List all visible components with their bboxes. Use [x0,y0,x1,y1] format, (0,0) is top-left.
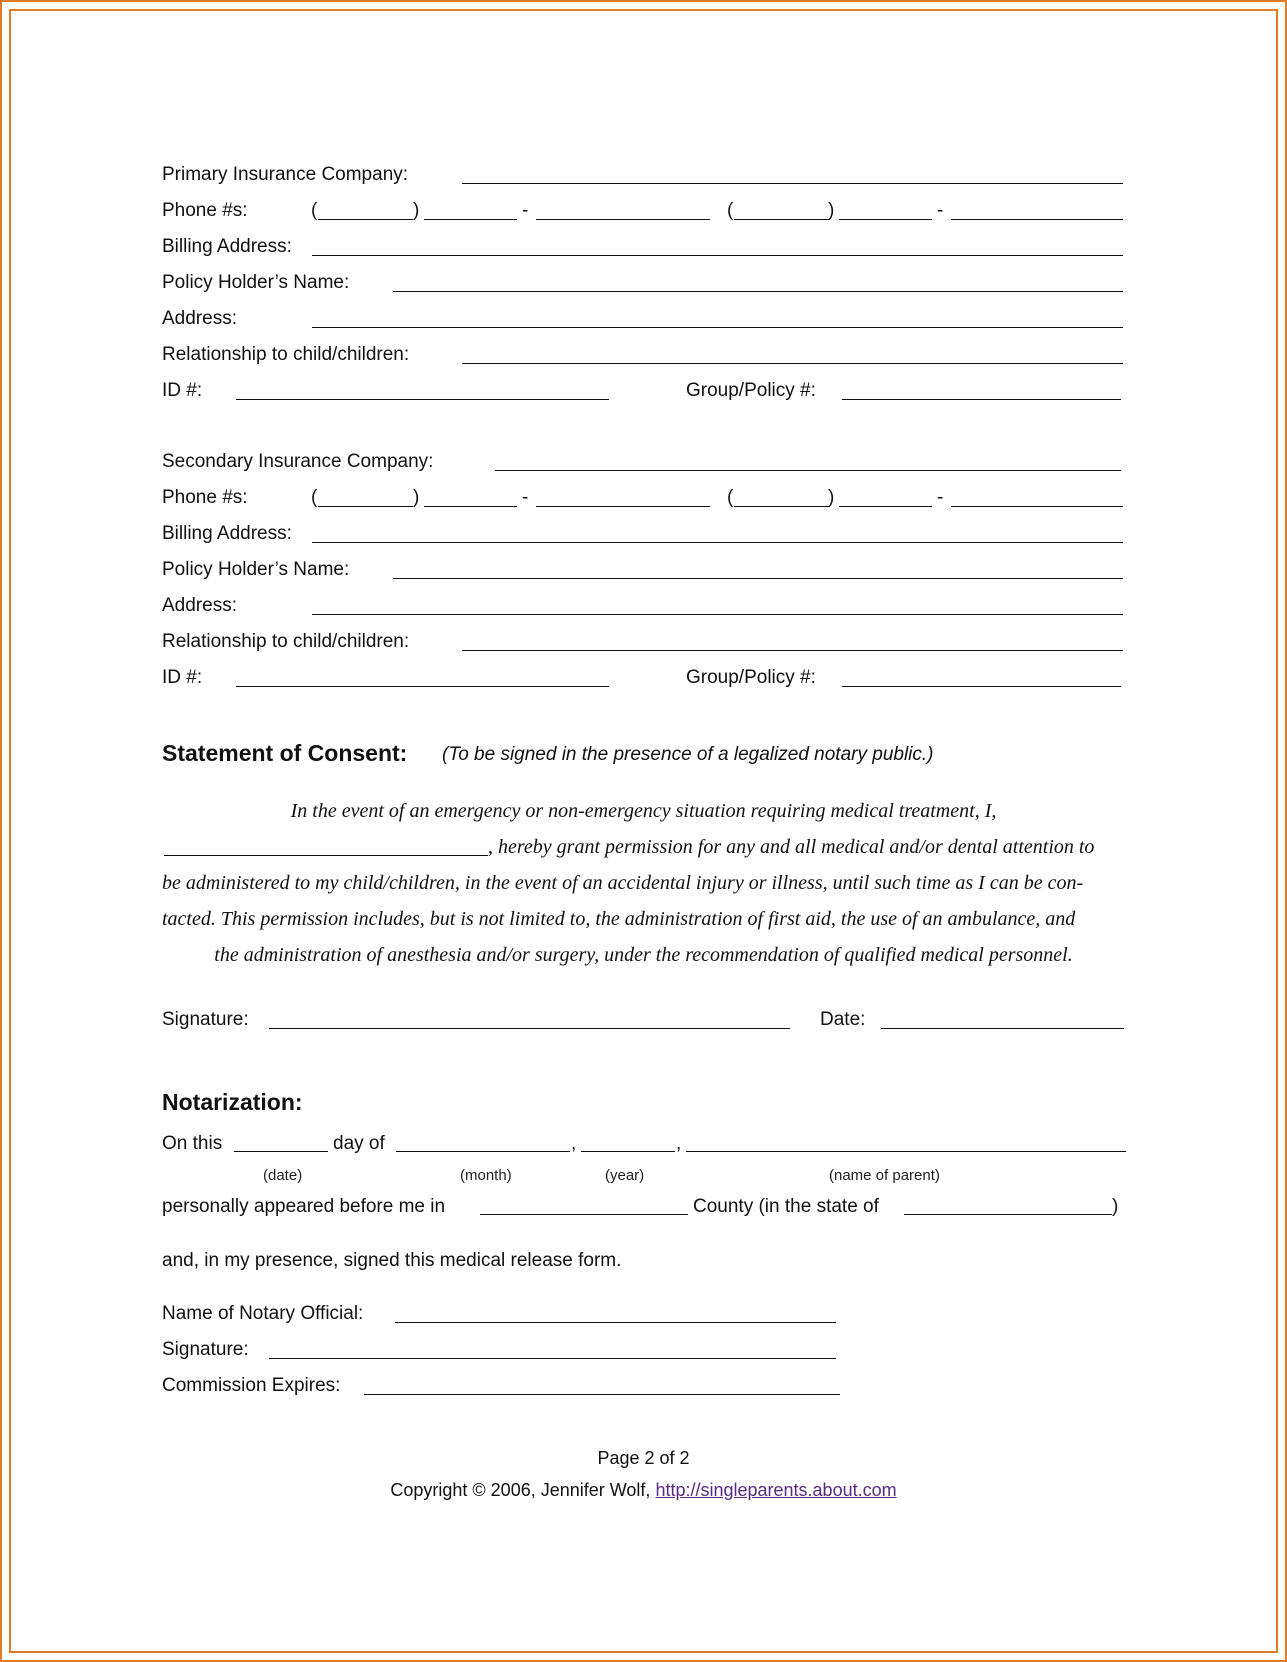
notary-parent-name-field[interactable] [686,1151,1126,1152]
phone2-close-paren: ) [828,200,835,221]
secondary-relationship-field[interactable] [462,650,1123,651]
notary-year-field[interactable] [581,1151,675,1152]
phone3-open-paren: ( [311,487,318,508]
secondary-company-label: Secondary Insurance Company: [162,451,434,472]
consent-date-label: Date: [820,1009,866,1030]
primary-phone2-area-field[interactable] [734,219,829,220]
consent-text-line-1: In the event of an emergency or non-emergency situation requiring medical treatment, I, [290,800,997,822]
secondary-id-label: ID #: [162,667,203,688]
phone1-dash: - [522,200,529,221]
notary-official-field[interactable] [395,1322,836,1323]
secondary-phone1-prefix-field[interactable] [424,506,517,507]
phone3-dash: - [522,487,529,508]
primary-id-label: ID #: [162,380,203,401]
consent-note: (To be signed in the presence of a legalized notary public.) [442,744,934,765]
notary-month-field[interactable] [396,1151,570,1152]
primary-holder-field[interactable] [393,291,1123,292]
primary-holder-label: Policy Holder’s Name: [162,272,350,293]
primary-billing-field[interactable] [312,255,1123,256]
primary-relationship-field[interactable] [462,363,1123,364]
notary-signature-field[interactable] [269,1358,836,1359]
phone1-open-paren: ( [311,200,318,221]
notary-on-this-label: On this [162,1133,223,1154]
primary-address-label: Address: [162,308,237,329]
notarization-heading: Notarization: [162,1089,303,1115]
primary-phone1-prefix-field[interactable] [424,219,517,220]
notary-official-label: Name of Notary Official: [162,1303,364,1324]
secondary-holder-field[interactable] [393,578,1123,579]
primary-phone2-line-field[interactable] [951,219,1123,220]
phone3-close-paren: ) [413,487,420,508]
notary-county-field[interactable] [480,1214,688,1215]
consent-text-line-2: , hereby grant permission for any and all medical and/or dental attention to [488,836,1095,858]
phone4-dash: - [937,487,944,508]
secondary-company-field[interactable] [495,470,1121,471]
page-number: Page 2 of 2 [597,1448,690,1468]
secondary-billing-field[interactable] [312,542,1123,543]
primary-group-label: Group/Policy #: [686,380,816,401]
secondary-phone2-prefix-field[interactable] [839,506,932,507]
consent-parent-name-field[interactable] [164,855,488,856]
phone2-open-paren: ( [727,200,734,221]
copyright-text: Copyright © 2006, Jennifer Wolf, [390,1480,651,1500]
notary-appeared-label: personally appeared before me in [162,1196,446,1217]
notary-date-field[interactable] [234,1151,328,1152]
primary-group-field[interactable] [842,399,1121,400]
primary-address-field[interactable] [312,327,1123,328]
hint-year: (year) [605,1167,645,1184]
notary-commission-label: Commission Expires: [162,1375,341,1396]
notary-close-paren: ) [1112,1196,1119,1217]
secondary-group-label: Group/Policy #: [686,667,816,688]
primary-company-field[interactable] [462,183,1123,184]
consent-date-field[interactable] [881,1028,1124,1029]
secondary-address-field[interactable] [312,614,1123,615]
primary-company-label: Primary Insurance Company: [162,164,409,185]
secondary-billing-label: Billing Address: [162,523,292,544]
consent-signature-field[interactable] [269,1028,790,1029]
primary-phones-label: Phone #s: [162,200,248,221]
primary-phone1-line-field[interactable] [536,219,710,220]
notary-state-field[interactable] [904,1214,1112,1215]
secondary-group-field[interactable] [842,686,1121,687]
secondary-phone2-area-field[interactable] [734,506,829,507]
secondary-phone1-line-field[interactable] [536,506,710,507]
notary-commission-field[interactable] [364,1394,840,1395]
secondary-address-label: Address: [162,595,237,616]
consent-text-line-3: be administered to my child/children, in the event of an accidental injury or illness, until such time as I can be con- [162,872,1084,894]
consent-signature-label: Signature: [162,1009,249,1030]
secondary-phones-label: Phone #s: [162,487,248,508]
primary-phone1-area-field[interactable] [318,219,413,220]
hint-date: (date) [263,1167,303,1184]
phone4-open-paren: ( [727,487,734,508]
notary-signature-label: Signature: [162,1339,249,1360]
secondary-relationship-label: Relationship to child/children: [162,631,410,652]
secondary-holder-label: Policy Holder’s Name: [162,559,350,580]
phone2-dash: - [937,200,944,221]
phone4-close-paren: ) [828,487,835,508]
consent-heading: Statement of Consent: [162,740,408,766]
notary-comma-1: , [571,1133,577,1154]
secondary-phone2-line-field[interactable] [951,506,1123,507]
source-link[interactable]: http://singleparents.about.com [655,1480,897,1500]
primary-phone2-prefix-field[interactable] [839,219,932,220]
copyright-line [0,1481,1287,1499]
primary-billing-label: Billing Address: [162,236,292,257]
secondary-id-field[interactable] [236,686,609,687]
consent-text-line-5: the administration of anesthesia and/or surgery, under the recommendation of qualified medical personnel. [214,944,1073,966]
secondary-phone1-area-field[interactable] [318,506,413,507]
phone1-close-paren: ) [413,200,420,221]
consent-text-line-4: tacted. This permission includes, but is not limited to, the administration of first aid, the use of an ambulance, and [162,908,1076,930]
notary-signed-statement: and, in my presence, signed this medical release form. [162,1250,622,1271]
primary-relationship-label: Relationship to child/children: [162,344,410,365]
notary-county-label: County (in the state of [693,1196,879,1217]
hint-month: (month) [460,1167,512,1184]
primary-id-field[interactable] [236,399,609,400]
notary-comma-2: , [676,1133,682,1154]
notary-day-of-label: day of [333,1133,385,1154]
hint-parent-name: (name of parent) [829,1167,940,1184]
